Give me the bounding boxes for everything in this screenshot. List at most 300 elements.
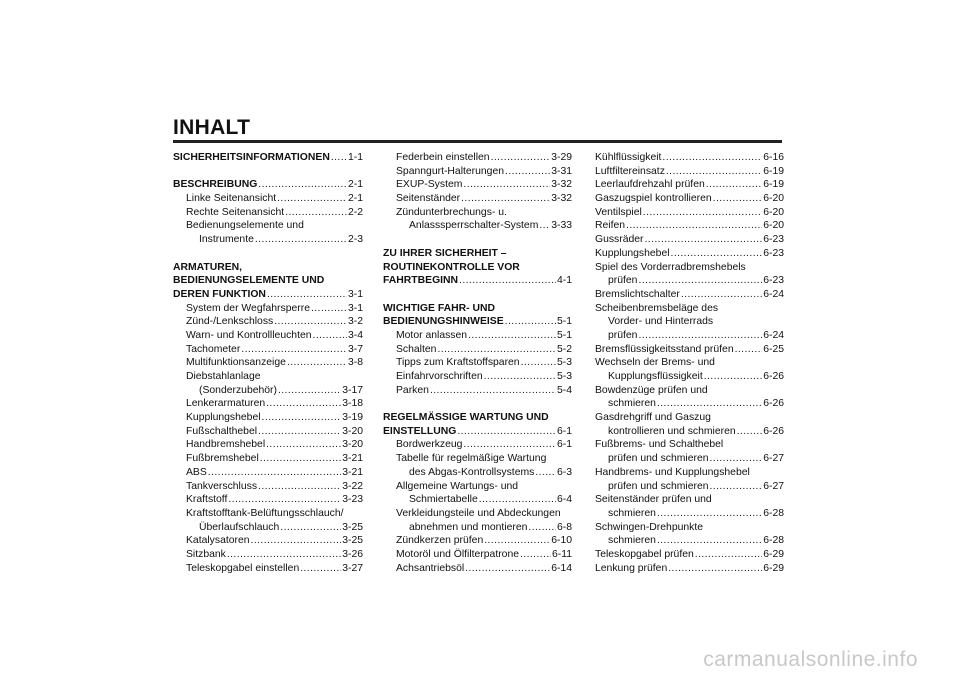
toc-entry-title: WICHTIGE FAHR- UND — [383, 302, 495, 314]
toc-entry[interactable] — [383, 384, 572, 398]
toc-leader-dots — [539, 219, 550, 233]
toc-leader-dots — [528, 521, 556, 535]
toc-leader-dots — [484, 534, 550, 548]
toc-section-heading[interactable] — [383, 274, 572, 288]
toc-entry[interactable] — [383, 219, 572, 233]
toc-entry-title: Handbremshebel — [186, 439, 266, 451]
toc-entry-title: Schalten — [396, 343, 437, 355]
toc-leader-dots — [266, 397, 341, 411]
toc-entry[interactable] — [595, 370, 784, 384]
toc-leader-dots — [260, 452, 341, 466]
toc-page-number: 6-10 — [551, 535, 572, 547]
toc-entry-title: (Sonderzubehör) — [199, 384, 277, 396]
page-title: INHALT — [173, 116, 251, 139]
toc-page-number: 3-32 — [551, 193, 572, 205]
toc-entry[interactable] — [595, 165, 784, 179]
toc-page-number: 6-26 — [763, 371, 784, 382]
toc-entry[interactable] — [595, 288, 784, 302]
toc-page-number: 6-1 — [556, 425, 572, 437]
toc-leader-dots — [300, 562, 341, 576]
toc-page-number: 2-2 — [347, 206, 363, 218]
toc-entry-title: Kraftstofftank-Belüftungsschlauch/ — [186, 507, 344, 519]
toc-entry-title: ZU IHRER SICHERHEIT – — [383, 247, 507, 259]
title-rule — [173, 140, 782, 143]
toc-entry-title: Kupplungshebel — [595, 247, 670, 259]
toc-page-number: 4-1 — [556, 275, 572, 287]
toc-leader-dots — [657, 397, 762, 411]
toc-page-number: 6-19 — [763, 165, 784, 177]
toc-entry[interactable] — [595, 397, 784, 411]
toc-entry-title: Kupplungshebel — [186, 412, 261, 424]
toc-entry-title: Tipps zum Kraftstoffsparen — [396, 357, 520, 369]
toc-entry-title: Verkleidungsteile und Abdeckungen — [396, 507, 561, 519]
toc-entry[interactable] — [173, 411, 363, 425]
toc-entry[interactable] — [595, 233, 784, 247]
toc-leader-dots — [638, 329, 762, 343]
toc-entry-title: Bremslichtschalter — [595, 288, 680, 300]
toc-section-heading[interactable] — [383, 425, 572, 439]
toc-entry-title: ARMATUREN, — [173, 261, 243, 273]
toc-leader-dots — [313, 329, 347, 343]
toc-entry — [173, 370, 363, 384]
toc-entry-title: BEDIENUNGSELEMENTE UND — [173, 275, 325, 287]
toc-entry[interactable] — [173, 493, 363, 507]
toc-entry-title: Bremsflüssigkeitsstand prüfen — [595, 343, 734, 355]
toc-entry-title: Multifunktionsanzeige — [186, 357, 286, 369]
toc-leader-dots — [668, 562, 762, 576]
toc-entry[interactable] — [595, 178, 784, 192]
toc-page-number: 3-21 — [342, 466, 363, 478]
toc-leader-dots — [285, 206, 347, 220]
toc-page-number: 6-20 — [763, 206, 784, 218]
toc-entry-title: EINSTELLUNG — [383, 425, 457, 437]
toc-leader-dots — [479, 493, 556, 507]
toc-entry[interactable] — [173, 562, 363, 576]
toc-leader-dots — [262, 411, 342, 425]
toc-page-number: 3-29 — [551, 152, 572, 163]
toc-page-number: 6-24 — [763, 288, 784, 300]
toc-section-heading — [383, 261, 572, 275]
toc-page-number: 6-28 — [763, 535, 784, 547]
toc-entry[interactable] — [173, 534, 363, 548]
toc-page-number: 6-19 — [763, 179, 784, 191]
toc-entry[interactable] — [383, 329, 572, 343]
toc-entry-title: Zünd-/Lenkschloss — [186, 316, 274, 328]
toc-entry[interactable] — [383, 151, 572, 165]
toc-entry[interactable] — [595, 219, 784, 233]
toc-entry-title: Seitenständer — [396, 193, 461, 205]
toc-page-number: 3-19 — [342, 412, 363, 424]
toc-section-heading — [383, 247, 572, 261]
toc-leader-dots — [267, 288, 347, 302]
toc-entry — [595, 356, 784, 370]
toc-entry-title: Tabelle für regelmäßige Wartung — [396, 453, 547, 465]
toc-page-number: 3-25 — [342, 535, 363, 547]
toc-entry-title: Bordwerkzeug — [396, 439, 463, 451]
toc-entry-title: Schwingen-Drehpunkte — [595, 521, 704, 533]
toc-entry — [595, 302, 784, 316]
toc-page-number: 6-23 — [763, 234, 784, 246]
toc-entry[interactable] — [173, 466, 363, 480]
toc-entry[interactable] — [383, 548, 572, 562]
toc-entry[interactable] — [595, 343, 784, 357]
toc-entry[interactable] — [173, 329, 363, 343]
toc-entry[interactable] — [173, 425, 363, 439]
toc-leader-dots — [638, 274, 762, 288]
toc-leader-dots — [735, 343, 763, 357]
toc-page-number: 2-3 — [347, 234, 363, 246]
toc-leader-dots — [437, 343, 556, 357]
toc-entry[interactable] — [173, 384, 363, 398]
toc-entry[interactable] — [173, 343, 363, 357]
toc-leader-dots — [430, 384, 556, 398]
toc-leader-dots — [461, 192, 550, 206]
toc-page-number: 3-25 — [342, 521, 363, 533]
toc-entry[interactable] — [383, 165, 572, 179]
toc-leader-dots — [710, 452, 763, 466]
toc-leader-dots — [695, 548, 762, 562]
toc-entry-title: Handbrems- und Kupplungshebel — [595, 466, 750, 478]
toc-entry-title: System der Wegfahrsperre — [186, 302, 310, 314]
toc-entry-title: Anlasssperrschalter-System — [409, 220, 539, 232]
toc-entry-title: Reifen — [595, 220, 626, 232]
toc-leader-dots — [505, 165, 550, 179]
toc-leader-dots — [255, 233, 347, 247]
toc-entry-title: REGELMÄSSIGE WARTUNG UND — [383, 412, 549, 424]
toc-leader-dots — [228, 493, 341, 507]
toc-entry[interactable] — [595, 151, 784, 165]
toc-page-number: 3-4 — [347, 329, 363, 341]
toc-leader-dots — [287, 356, 347, 370]
toc-entry-title: Lenkerarmaturen — [186, 398, 266, 410]
toc-page-number: 1-1 — [347, 152, 363, 163]
toc-entry-title: Fußschalthebel — [186, 425, 258, 437]
toc-leader-dots — [704, 370, 762, 384]
toc-entry-title: Sitzbank — [186, 548, 226, 560]
toc-page-number: 3-26 — [342, 548, 363, 560]
toc-spacer — [173, 165, 363, 179]
toc-entry-title: Teleskopgabel prüfen — [595, 548, 694, 560]
toc-entry-title: kontrollieren und schmieren — [608, 425, 736, 437]
toc-entry[interactable] — [173, 480, 363, 494]
toc-page-number: 3-8 — [347, 357, 363, 369]
toc-entry — [595, 493, 784, 507]
toc-entry[interactable] — [383, 534, 572, 548]
toc-entry-title: Seitenständer prüfen und — [595, 494, 712, 506]
toc-entry[interactable] — [173, 548, 363, 562]
toc-entry-title: Bedienungselemente und — [186, 220, 304, 232]
toc-page-number: 3-1 — [347, 302, 363, 314]
toc-entry — [595, 466, 784, 480]
toc-entry-title: Teleskopgabel einstellen — [186, 562, 300, 574]
toc-leader-dots — [657, 534, 762, 548]
toc-leader-dots — [662, 151, 762, 165]
toc-leader-dots — [520, 548, 551, 562]
toc-page-number: 6-11 — [551, 548, 572, 560]
toc-page-number: 5-3 — [556, 357, 572, 369]
toc-leader-dots — [227, 548, 341, 562]
toc-leader-dots — [459, 274, 556, 288]
toc-entry-title: prüfen und schmieren — [608, 480, 709, 492]
toc-page-number: 3-32 — [551, 179, 572, 191]
toc-entry-title: abnehmen und montieren — [409, 521, 528, 533]
toc-leader-dots — [277, 192, 347, 206]
toc-spacer — [383, 397, 572, 411]
toc-page-number: 6-23 — [763, 247, 784, 259]
toc-page-number: 6-8 — [556, 521, 572, 533]
toc-leader-dots — [710, 480, 763, 494]
toc-entry-title: Überlaufschlauch — [199, 521, 280, 533]
toc-section-heading[interactable] — [173, 288, 363, 302]
toc-page-number: 5-1 — [556, 316, 572, 328]
toc-entry[interactable] — [595, 562, 784, 576]
toc-entry-title: Zündkerzen prüfen — [396, 535, 484, 547]
toc-entry[interactable] — [173, 315, 363, 329]
toc-spacer — [383, 288, 572, 302]
toc-entry[interactable] — [595, 274, 784, 288]
toc-entry-title: Tankverschluss — [186, 480, 258, 492]
toc-entry — [383, 206, 572, 220]
toc-page-number: 5-2 — [556, 343, 572, 355]
toc-entry[interactable] — [173, 192, 363, 206]
toc-entry-title: schmieren — [608, 535, 656, 547]
toc-entry[interactable] — [595, 452, 784, 466]
toc-page-number: 3-22 — [342, 480, 363, 492]
toc-entry-title: prüfen — [608, 275, 638, 287]
toc-entry-title: Federbein einstellen — [396, 152, 490, 163]
toc-entry — [595, 411, 784, 425]
toc-entry-title: Scheibenbremsbeläge des — [595, 302, 719, 314]
toc-entry — [595, 261, 784, 275]
toc-entry-title: Allgemeine Wartungs- und — [396, 480, 519, 492]
toc-page-number: 3-31 — [551, 165, 572, 177]
toc-page-number: 6-29 — [763, 548, 784, 560]
toc-entry-title: Linke Seitenansicht — [186, 193, 277, 205]
toc-entry-title: Parken — [396, 384, 429, 396]
toc-entry-title: Diebstahlanlage — [186, 371, 261, 382]
toc-entry[interactable] — [383, 178, 572, 192]
toc-entry-title: Achsantriebsöl — [396, 562, 465, 574]
toc-entry-title: Motor anlassen — [396, 329, 468, 341]
toc-entry[interactable] — [173, 397, 363, 411]
toc-page-number: 3-20 — [342, 439, 363, 451]
toc-page-number: 6-23 — [763, 275, 784, 287]
toc-entry-title: Zündunterbrechungs- u. — [396, 206, 507, 218]
toc-section-heading[interactable] — [173, 178, 363, 192]
toc-entry-title: Schmiertabelle — [409, 494, 478, 506]
toc-entry[interactable] — [383, 343, 572, 357]
toc-entry[interactable] — [595, 192, 784, 206]
toc-leader-dots — [463, 438, 556, 452]
toc-leader-dots — [468, 329, 556, 343]
toc-entry — [595, 438, 784, 452]
toc-page-number: 5-3 — [556, 371, 572, 382]
toc-entry[interactable] — [383, 521, 572, 535]
toc-entry-title: Gaszugspiel kontrollieren — [595, 193, 712, 205]
toc-leader-dots — [258, 425, 341, 439]
toc-entry-title: Kupplungsflüssigkeit — [608, 371, 703, 382]
toc-entry — [595, 315, 784, 329]
toc-entry-title: Gasdrehgriff und Gaszug — [595, 412, 711, 424]
toc-page-number: 6-1 — [556, 439, 572, 451]
toc-page-number: 3-17 — [342, 384, 363, 396]
toc-entry[interactable] — [173, 521, 363, 535]
toc-entry-title: Warn- und Kontrollleuchten — [186, 329, 312, 341]
toc-entry-title: Einfahrvorschriften — [396, 371, 483, 382]
toc-entry-title: Tachometer — [186, 343, 241, 355]
toc-entry-title: Vorder- und Hinterrads — [608, 316, 714, 328]
toc-entry[interactable] — [173, 233, 363, 247]
toc-entry-title: Spanngurt-Halterungen — [396, 165, 505, 177]
toc-entry-title: BESCHREIBUNG — [173, 179, 258, 191]
toc-entry — [383, 507, 572, 521]
toc-leader-dots — [645, 233, 763, 247]
toc-entry-title: Kraftstoff — [186, 494, 228, 506]
toc-entry-title: Motoröl und Ölfilterpatrone — [396, 548, 520, 560]
toc-entry[interactable] — [383, 370, 572, 384]
toc-section-heading — [173, 274, 363, 288]
toc-entry-title: schmieren — [608, 507, 656, 519]
toc-entry[interactable] — [595, 206, 784, 220]
toc-section-heading — [383, 302, 572, 316]
toc-leader-dots — [251, 534, 342, 548]
toc-entry[interactable] — [595, 548, 784, 562]
toc-page-number: 2-1 — [347, 193, 363, 205]
toc-page-number: 6-26 — [763, 425, 784, 437]
toc-entry[interactable] — [383, 562, 572, 576]
toc-leader-dots — [535, 466, 556, 480]
toc-spacer — [173, 247, 363, 261]
toc-page-number: 5-1 — [556, 329, 572, 341]
toc-leader-dots — [671, 247, 763, 261]
toc-entry[interactable] — [595, 507, 784, 521]
toc-leader-dots — [311, 302, 347, 316]
toc-leader-dots — [491, 151, 551, 165]
toc-entry-title: Katalysatoren — [186, 535, 250, 547]
toc-entry[interactable] — [173, 206, 363, 220]
toc-entry-title: Instrumente — [199, 234, 254, 246]
toc-page-number: 6-3 — [556, 466, 572, 478]
toc-page-number: 6-26 — [763, 398, 784, 410]
toc-page-number: 3-27 — [342, 562, 363, 574]
toc-entry-title: Gussräder — [595, 234, 644, 246]
toc-page-number: 6-29 — [763, 562, 784, 574]
toc-leader-dots — [258, 480, 341, 494]
toc-page-number: 3-20 — [342, 425, 363, 437]
toc-entry — [173, 507, 363, 521]
toc-entry-title: des Abgas-Kontrollsystems — [409, 466, 535, 478]
toc-entry-title: SICHERHEITSINFORMATIONEN — [173, 152, 330, 163]
toc-entry[interactable] — [383, 356, 572, 370]
toc-page-number: 3-33 — [551, 220, 572, 232]
toc-entry[interactable] — [595, 425, 784, 439]
toc-leader-dots — [505, 315, 556, 329]
toc-leader-dots — [706, 178, 762, 192]
toc-leader-dots — [643, 206, 762, 220]
toc-entry[interactable] — [595, 480, 784, 494]
toc-leader-dots — [465, 562, 550, 576]
toc-leader-dots — [657, 507, 762, 521]
toc-leader-dots — [258, 178, 347, 192]
toc-entry-title: Rechte Seitenansicht — [186, 206, 285, 218]
toc-page-number: 3-7 — [347, 343, 363, 355]
toc-entry — [595, 521, 784, 535]
toc-leader-dots — [208, 466, 341, 480]
toc-page-number: 3-21 — [342, 453, 363, 465]
toc-entry[interactable] — [383, 192, 572, 206]
toc-page-number: 6-14 — [551, 562, 572, 574]
toc-entry[interactable] — [595, 534, 784, 548]
toc-page-number: 6-4 — [556, 494, 572, 506]
toc-column-1 — [173, 151, 363, 575]
toc-leader-dots — [278, 384, 341, 398]
toc-leader-dots — [737, 425, 763, 439]
toc-leader-dots — [331, 151, 347, 165]
toc-section-heading[interactable] — [383, 315, 572, 329]
toc-page-number: 6-24 — [763, 329, 784, 341]
toc-leader-dots — [457, 425, 556, 439]
toc-entry[interactable] — [383, 438, 572, 452]
toc-page-number: 3-18 — [342, 398, 363, 410]
toc-section-heading — [173, 261, 363, 275]
toc-entry-title: ABS — [186, 466, 207, 478]
toc-entry[interactable] — [383, 493, 572, 507]
toc-page-number: 6-16 — [763, 152, 784, 163]
toc-entry-title: Kühlflüssigkeit — [595, 152, 662, 163]
toc-entry-title: Wechseln der Brems- und — [595, 357, 715, 369]
toc-page-number: 6-20 — [763, 220, 784, 232]
toc-section-heading — [383, 411, 572, 425]
watermark: carmanualsonline.info — [703, 648, 918, 671]
toc-entry[interactable] — [383, 466, 572, 480]
toc-entry[interactable] — [595, 247, 784, 261]
toc-entry-title: prüfen — [608, 329, 638, 341]
toc-entry[interactable] — [595, 329, 784, 343]
toc-page-number: 6-28 — [763, 507, 784, 519]
toc-leader-dots — [266, 438, 341, 452]
toc-page-number: 5-4 — [556, 384, 572, 396]
toc-entry[interactable] — [173, 452, 363, 466]
toc-entry[interactable] — [173, 438, 363, 452]
toc-entry[interactable] — [173, 302, 363, 316]
toc-page-number: 3-2 — [347, 316, 363, 328]
toc-leader-dots — [274, 315, 347, 329]
toc-entry-title: FAHRTBEGINN — [383, 275, 459, 287]
toc-entry-title: Lenkung prüfen — [595, 562, 668, 574]
toc-leader-dots — [666, 165, 762, 179]
toc-spacer — [383, 233, 572, 247]
toc-section-heading[interactable] — [173, 151, 363, 165]
toc-leader-dots — [626, 219, 762, 233]
toc-leader-dots — [681, 288, 762, 302]
toc-entry — [383, 452, 572, 466]
toc-leader-dots — [463, 178, 550, 192]
toc-entry-title: Luftfiltereinsatz — [595, 165, 665, 177]
toc-page-number: 6-27 — [763, 480, 784, 492]
toc-entry — [173, 219, 363, 233]
toc-page-number: 3-1 — [347, 288, 363, 300]
toc-entry-title: Fußbremshebel — [186, 453, 259, 465]
toc-page-number: 6-25 — [763, 343, 784, 355]
toc-entry-title: Fußbrems- und Schalthebel — [595, 439, 724, 451]
toc-entry-title: Ventilspiel — [595, 206, 642, 218]
toc-entry[interactable] — [173, 356, 363, 370]
toc-page-number: 6-20 — [763, 193, 784, 205]
toc-entry-title: Leerlaufdrehzahl prüfen — [595, 179, 705, 191]
toc-page-number: 6-27 — [763, 453, 784, 465]
toc-column-3 — [595, 151, 784, 575]
toc-column-2 — [383, 151, 572, 575]
